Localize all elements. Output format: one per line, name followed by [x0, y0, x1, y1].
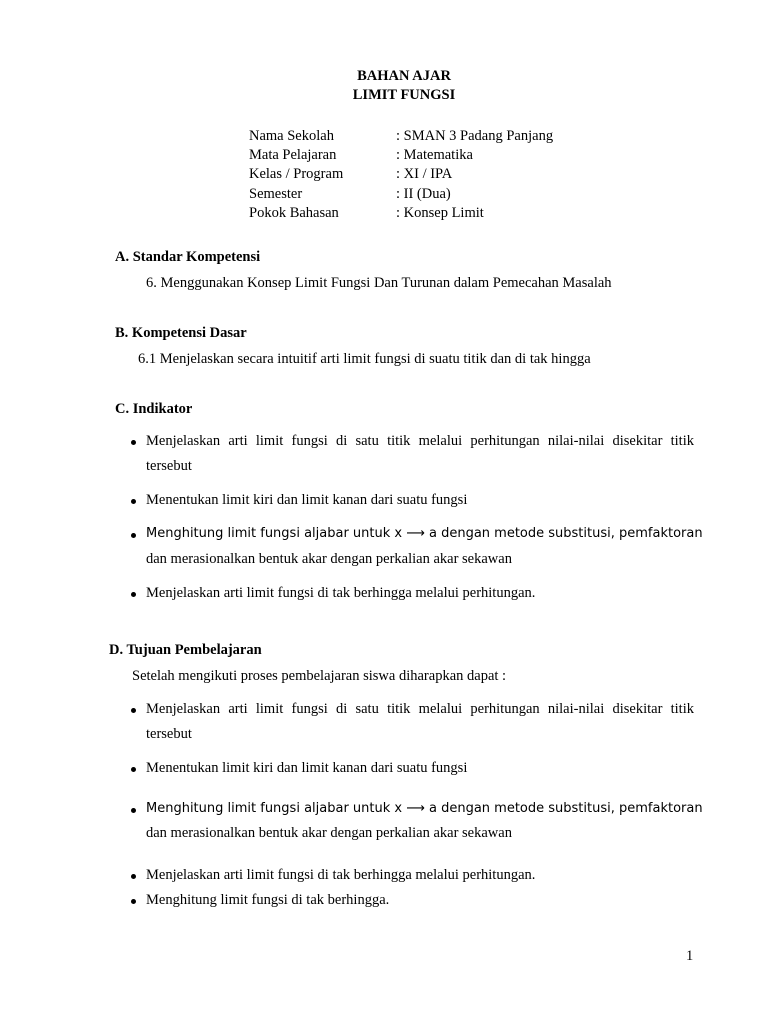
bullet-icon	[131, 592, 136, 597]
info-label-semester: Semester	[249, 186, 303, 202]
section-b-heading: B. Kompetensi Dasar	[115, 325, 247, 341]
section-b-item: 6.1 Menjelaskan secara intuitif arti limit fungsi di suatu titik dan di tak hingga	[138, 351, 591, 367]
bullet-icon	[131, 440, 136, 445]
section-d-heading: D. Tujuan Pembelajaran	[109, 642, 262, 658]
bullet-icon	[131, 708, 136, 713]
section-d-bullet-2: Menentukan limit kiri dan limit kanan dari suatu fungsi	[146, 760, 468, 776]
bullet-icon	[131, 767, 136, 772]
bullet-icon	[131, 874, 136, 879]
section-c-bullet-1-line-2: tersebut	[146, 458, 192, 474]
info-value-topic: : Konsep Limit	[396, 205, 484, 221]
bullet-icon	[131, 499, 136, 504]
section-d-bullet-3-line-2: dan merasionalkan bentuk akar dengan perkalian akar sekawan	[146, 825, 512, 841]
section-c-bullet-4: Menjelaskan arti limit fungsi di tak berhingga melalui perhitungan.	[146, 585, 536, 601]
section-d-bullet-1-line-2: tersebut	[146, 726, 192, 742]
section-a-heading: A. Standar Kompetensi	[115, 249, 261, 265]
section-d-bullet-4: Menjelaskan arti limit fungsi di tak berhingga melalui perhitungan.	[146, 867, 536, 883]
section-d-bullet-1-line-1: Menjelaskan arti limit fungsi di satu titik melalui perhitungan nilai-nilai disekitar titik	[146, 701, 694, 717]
info-label-subject: Mata Pelajaran	[249, 147, 337, 163]
doc-title: BAHAN AJAR	[357, 68, 451, 84]
section-c-bullet-2: Menentukan limit kiri dan limit kanan dari suatu fungsi	[146, 492, 468, 508]
section-c-heading: C. Indikator	[115, 401, 193, 417]
info-label-school: Nama Sekolah	[249, 128, 334, 144]
section-c-bullet-3-line-2: dan merasionalkan bentuk akar dengan perkalian akar sekawan	[146, 551, 512, 567]
info-label-class: Kelas / Program	[249, 166, 344, 182]
info-value-subject: : Matematika	[396, 147, 473, 163]
section-c-bullet-1-line-1: Menjelaskan arti limit fungsi di satu titik melalui perhitungan nilai-nilai disekitar titik	[146, 433, 694, 449]
info-value-class: : XI / IPA	[396, 166, 453, 182]
section-a-item: 6. Menggunakan Konsep Limit Fungsi Dan Turunan dalam Pemecahan Masalah	[146, 275, 612, 291]
bullet-icon	[131, 533, 136, 538]
bullet-icon	[131, 899, 136, 904]
info-label-topic: Pokok Bahasan	[249, 205, 339, 221]
bullet-icon	[131, 808, 136, 813]
doc-subtitle: LIMIT FUNGSI	[352, 87, 456, 103]
page-number: 1	[686, 948, 694, 964]
info-value-semester: : II (Dua)	[396, 186, 451, 202]
section-d-intro: Setelah mengikuti proses pembelajaran siswa diharapkan dapat :	[132, 668, 507, 684]
section-c-bullet-3-line-1: Menghitung limit fungsi aljabar untuk x ⟶ a dengan metode substitusi, pemfaktoran	[146, 526, 703, 541]
section-d-bullet-3-line-1: Menghitung limit fungsi aljabar untuk x ⟶ a dengan metode substitusi, pemfaktoran	[146, 801, 703, 816]
info-value-school: : SMAN 3 Padang Panjang	[396, 128, 554, 144]
section-d-bullet-5: Menghitung limit fungsi di tak berhingga.	[146, 892, 390, 908]
